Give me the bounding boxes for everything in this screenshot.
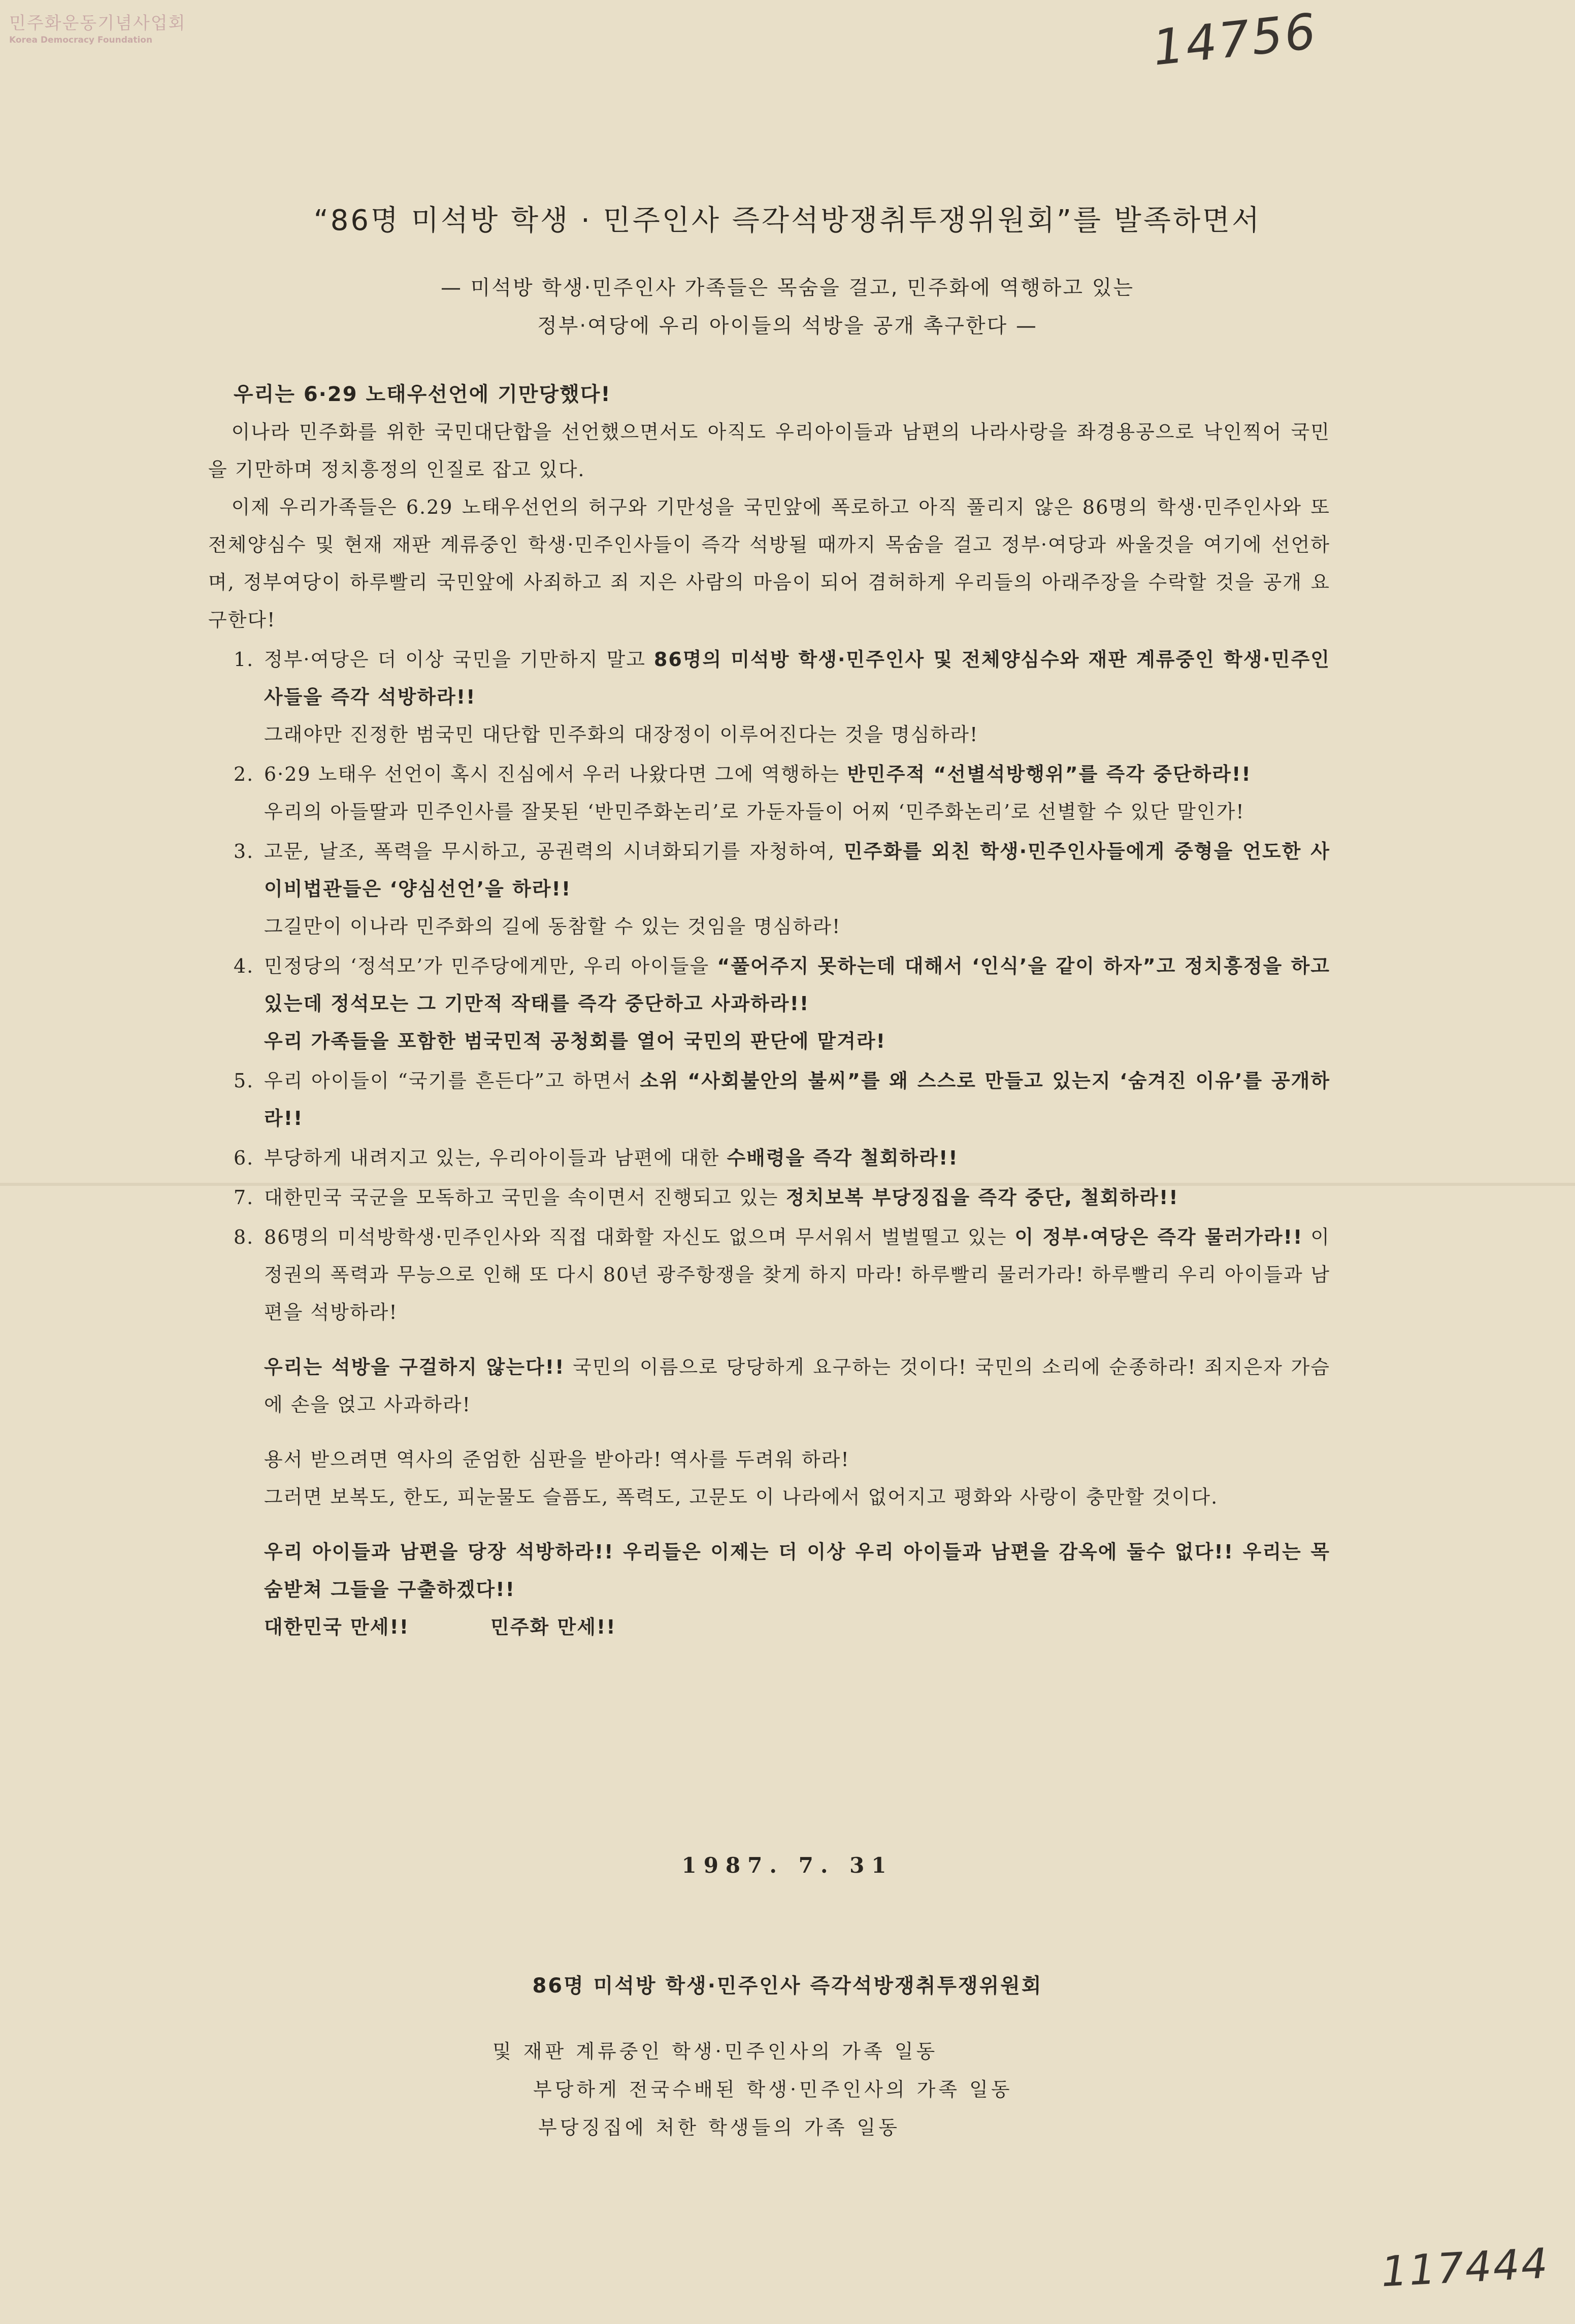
document-body <box>208 376 1330 1646</box>
signature-line-3: 부당징집에 처한 학생들의 가족 일동 <box>538 2116 900 2139</box>
item-bold-text: 반민주적 “선별석방행위”를 즉각 중단하라!! <box>847 763 1252 785</box>
item-extra-text: 우리의 아들딸과 민주인사를 잘못된 ‘반민주화논리’로 가둔자들이 어찌 ‘민주화논리’로 선별할 수 있단 말인가! <box>264 801 1245 823</box>
item-text: 대한민국 국군을 모독하고 국민을 속이면서 진행되고 있는 <box>264 1186 786 1209</box>
handwritten-bottom-number: 117444 <box>1380 2239 1551 2297</box>
closing-rest: 국민의 이름으로 당당하게 요구하는 것이다! 국민의 소리에 순종하라! 죄지은자 가슴에 손을 얹고 사과하라! <box>264 1356 1330 1416</box>
signature-line-2: 부당하게 전국수배된 학생·민주인사의 가족 일동 <box>533 2078 1013 2101</box>
item-bold-text: “풀어주지 못하는데 대해서 ‘인식’을 같이 하자”고 정치흥정을 하고 있는데 정석모는 그 기만적 작태를 즉각 중단하고 사과하라!! <box>264 955 1331 1015</box>
item-bold-text: 정치보복 부당징집을 즉각 중단, 철회하라!! <box>785 1186 1179 1209</box>
watermark-korean: 민주화운동기념사업회 <box>9 13 186 34</box>
watermark-english: Korea Democracy Foundation <box>9 35 153 45</box>
document-date: 1987. 7. 31 <box>681 1853 894 1878</box>
subtitle-line-2: 정부·여당에 우리 아이들의 석방을 공개 촉구한다 — <box>537 314 1038 338</box>
item-number: 7. <box>234 1186 254 1209</box>
archive-watermark <box>9 9 186 45</box>
demand-item-3 <box>208 833 1330 945</box>
item-number: 3. <box>234 840 254 862</box>
demand-item-1 <box>208 641 1330 753</box>
closing-cheers <box>208 1608 1330 1646</box>
demand-item-5 <box>208 1062 1330 1137</box>
closing-paragraph-3: 그러면 보복도, 한도, 피눈물도 슬픔도, 폭력도, 고문도 이 나라에서 없어지고 평화와 사랑이 충만할 것이다. <box>264 1486 1219 1508</box>
cheer-democracy: 민주화 만세!! <box>490 1616 616 1638</box>
closing-paragraph-1 <box>208 1348 1330 1423</box>
item-text: 민정당의 ‘정석모’가 민주당에게만, 우리 아이들을 <box>264 955 717 977</box>
demand-item-8 <box>208 1218 1330 1331</box>
item-text: 정부·여당은 더 이상 국민을 기만하지 말고 <box>264 648 654 671</box>
item-number: 6. <box>234 1147 254 1169</box>
document-title: “86명 미석방 학생 · 민주인사 즉각석방쟁취투쟁위원회”를 발족하면서 <box>313 204 1262 237</box>
item-bold-text: 수배령을 즉각 철회하라!! <box>727 1147 959 1169</box>
item-after-text: 이 정권의 폭력과 무능으로 인해 또 다시 80년 광주항쟁을 찾게 하지 마라! 하루빨리 물러가라! 하루빨리 우리 아이들과 남편을 석방하라! <box>264 1226 1330 1323</box>
item-number: 4. <box>234 955 254 977</box>
demand-item-7 <box>208 1179 1330 1216</box>
item-number: 8. <box>234 1226 254 1248</box>
item-extra-text: 그래야만 진정한 범국민 대단합 민주화의 대장정이 이루어진다는 것을 명심하라! <box>264 723 979 746</box>
cheer-korea: 대한민국 만세!! <box>264 1616 410 1638</box>
item-number: 1. <box>234 648 254 671</box>
item-bold-text: 민주화를 외친 학생·민주인사들에게 중형을 언도한 사이비법관들은 ‘양심선언’을 하라!! <box>264 840 1330 900</box>
item-text: 우리 아이들이 “국기를 흔든다”고 하면서 <box>264 1070 640 1092</box>
signature-line-1: 및 재판 계류중인 학생·민주인사의 가족 일동 <box>493 2040 938 2063</box>
item-number: 5. <box>234 1070 254 1092</box>
demand-item-2 <box>208 755 1330 831</box>
handwritten-top-number: 14756 <box>1150 3 1321 77</box>
intro-paragraph-1: 이나라 민주화를 위한 국민대단합을 선언했으면서도 아직도 우리아이들과 남편의 나라사랑을 좌경용공으로 낙인찍어 국민을 기만하며 정치흥정의 인질로 잡고 있다. <box>208 421 1330 481</box>
signature-organization: 86명 미석방 학생·민주인사 즉각석방쟁취투쟁위원회 <box>532 1974 1043 1998</box>
item-extra-text: 그길만이 이나라 민주화의 길에 동참할 수 있는 것임을 명심하라! <box>264 915 841 938</box>
intro-paragraph-2: 이제 우리가족들은 6.29 노태우선언의 허구와 기만성을 국민앞에 폭로하고 아직 풀리지 않은 86명의 학생·민주인사와 또 전체양심수 및 현재 재판 계류중인 학생·민주인사들이 즉각 석방될 때까지 목숨을 걸고 정부·여당과 싸울것을 여기에 선언하며, 정부여당이 하루빨리 국민앞에 사죄하고 죄 지은 사람의 마음이 되어 겸허하게 우리들의 아래주장을 수락할 것을 공개 요구한다! <box>208 496 1330 631</box>
item-text: 부당하게 내려지고 있는, 우리아이들과 남편에 대한 <box>264 1147 727 1169</box>
item-text: 고문, 날조, 폭력을 무시하고, 공권력의 시녀화되기를 자청하여, <box>264 840 844 862</box>
item-extra-bold-text: 우리 가족들을 포함한 범국민적 공청회를 열어 국민의 판단에 맡겨라! <box>264 1030 886 1052</box>
section-heading: 우리는 6·29 노태우선언에 기만당했다! <box>234 383 611 406</box>
closing-paragraph-4: 우리 아이들과 남편을 당장 석방하라!! 우리들은 이제는 더 이상 우리 아이들과 남편을 감옥에 둘수 없다!! 우리는 목숨받쳐 그들을 구출하겠다!! <box>264 1541 1330 1601</box>
demand-item-4 <box>208 947 1330 1060</box>
item-bold-text: 86명의 미석방 학생·민주인사 및 전체양심수와 재판 계류중인 학생·민주인사들을 즉각 석방하라!! <box>264 648 1330 708</box>
item-number: 2. <box>234 763 254 785</box>
subtitle-line-1: — 미석방 학생·민주인사 가족들은 목숨을 걸고, 민주화에 역행하고 있는 <box>440 276 1135 300</box>
item-bold-text: 소위 “사회불안의 불씨”를 왜 스스로 만들고 있는지 ‘숨겨진 이유’를 공개하라!! <box>264 1070 1330 1130</box>
closing-bold: 우리는 석방을 구걸하지 않는다!! <box>264 1356 565 1378</box>
item-bold-text: 이 정부·여당은 즉각 물러가라!! <box>1014 1226 1303 1248</box>
item-text: 6·29 노태우 선언이 혹시 진심에서 우러 나왔다면 그에 역행하는 <box>264 763 847 785</box>
item-text: 86명의 미석방학생·민주인사와 직접 대화할 자신도 없으며 무서워서 벌벌떨고 있는 <box>264 1226 1015 1248</box>
demand-item-6 <box>208 1139 1330 1177</box>
closing-paragraph-2: 용서 받으려면 역사의 준엄한 심판을 받아라! 역사를 두려워 하라! <box>264 1448 850 1471</box>
